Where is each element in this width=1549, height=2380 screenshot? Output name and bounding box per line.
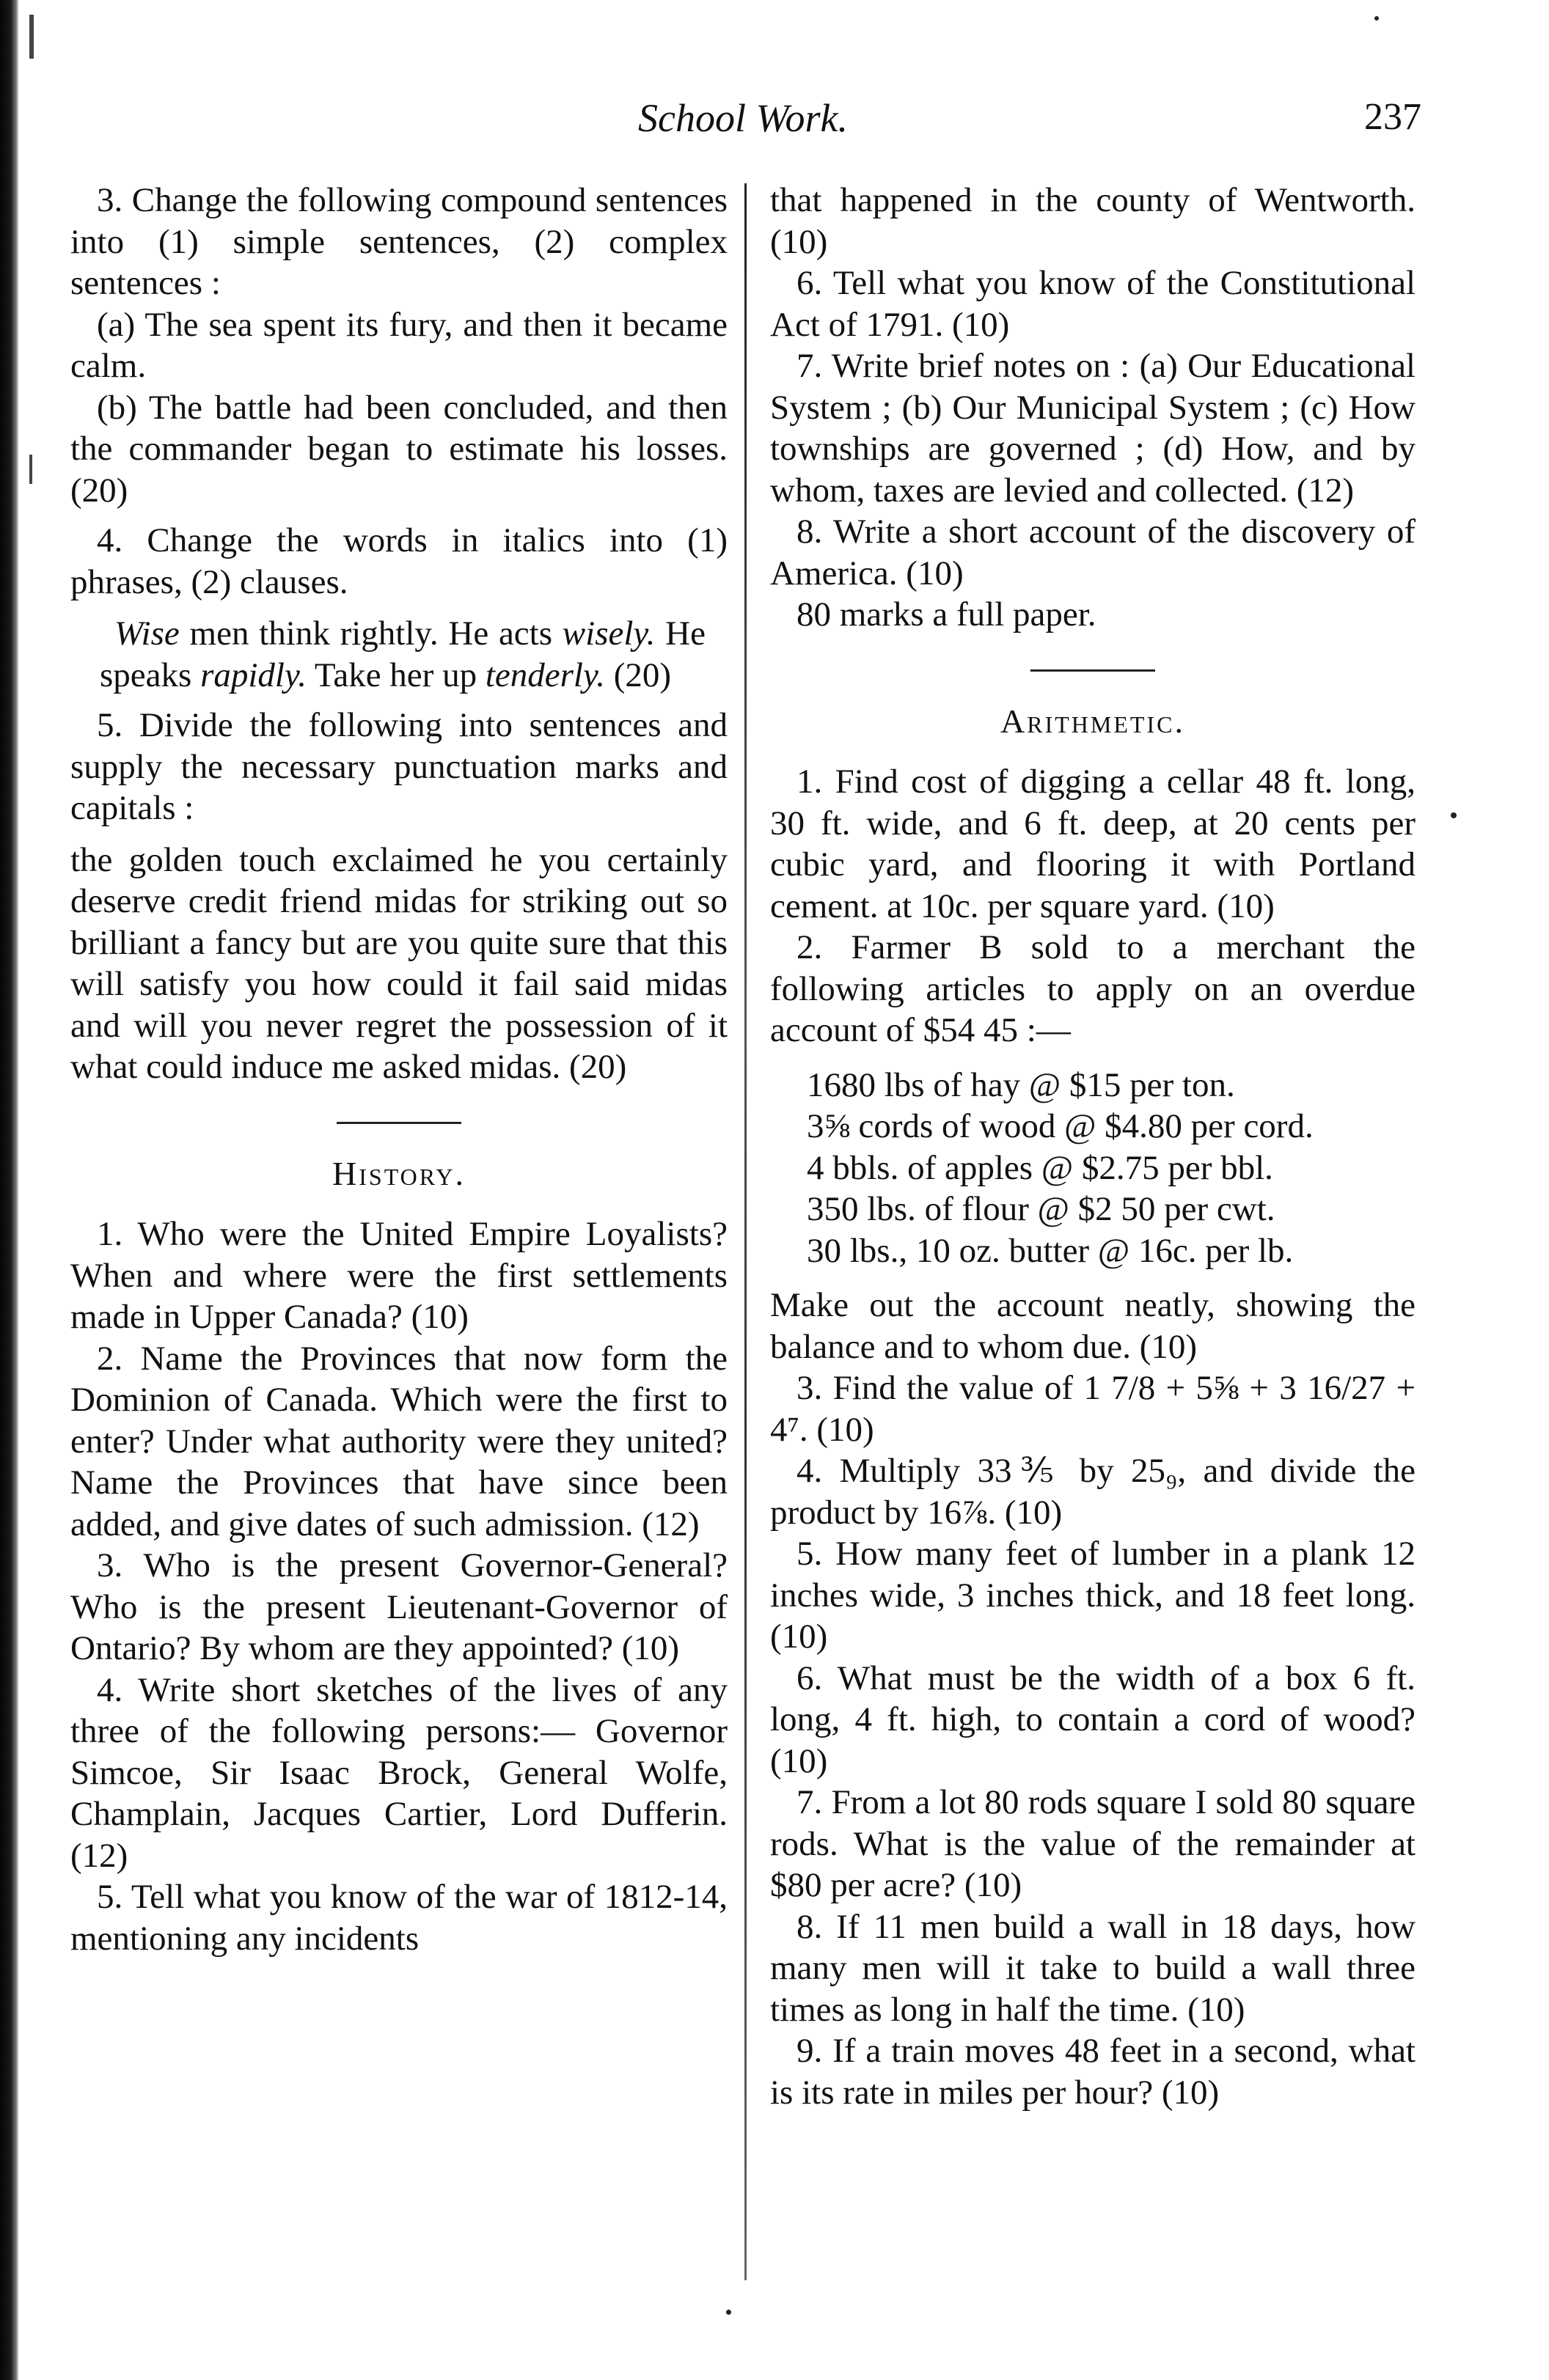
question-3: 3. Change the following compound sentences into (1) simple sentences, (2) complex sentences : (70, 181, 728, 302)
arithmetic-question-2: 2. Farmer B sold to a merchant the following articles to apply on an overdue account of $54 45 :— (770, 928, 1416, 1049)
question-3b: (b) The battle had been concluded, and then the commander began to estimate his losses. (20) (70, 388, 728, 510)
goods-list (807, 1065, 1416, 1272)
page-number: 237 (1364, 96, 1421, 138)
arithmetic-question-8: 8. If 11 men build a wall in 18 days, how many men will it take to build a wall three times as long in half the time. (10) (770, 1907, 1416, 2029)
arithmetic-question-5: 5. How many feet of lumber in a plank 12 inches wide, 3 inches thick, and 18 feet long. (10) (770, 1535, 1416, 1656)
page-header (0, 95, 1549, 154)
right-column (770, 180, 1416, 2113)
history-question-2: 2. Name the Provinces that now form the Dominion of Canada. Which were the first to enter? Under what authority were they united? Name the Provinces that have since been added, and give dates of such admission. (12) (70, 1339, 728, 1543)
question-4: 4. Change the words in italics into (1) phrases, (2) clauses. (70, 521, 728, 601)
running-title: School Work. (638, 96, 848, 140)
history-question-1: 1. Who were the United Empire Loyalists? When and where were the first settlements made in Upper Canada? (10) (70, 1215, 728, 1336)
history-question-7: 7. Write brief notes on : (a) Our Educational System ; (b) Our Municipal System ; (c) How townships are governed ; (d) How, and by whom, taxes are levied and collected. (12) (770, 347, 1416, 510)
history-question-8: 8. Write a short account of the discovery of America. (10) (770, 513, 1416, 592)
question-3a: (a) The sea spent its fury, and then it became calm. (70, 305, 728, 385)
arithmetic-question-1: 1. Find cost of digging a cellar 48 ft. long, 30 ft. wide, and 6 ft. deep, at 20 cents per cubic yard, and flooring it with Portland cement. at 10c. per square yard. (10) (770, 763, 1416, 925)
goods-item: 3⅝ cords of wood @ $4.80 per cord. (807, 1107, 1314, 1145)
arithmetic-question-2-continued: Make out the account neatly, showing the balance and to whom due. (10) (770, 1286, 1416, 1366)
question-5: 5. Divide the following into sentences and supply the necessary punctuation marks and capitals : (70, 706, 728, 827)
history-question-6: 6. Tell what you know of the Constitutional Act of 1791. (10) (770, 264, 1416, 344)
goods-item: 350 lbs. of flour @ $2 50 per cwt. (807, 1190, 1275, 1228)
italic-word: rapidly. (200, 655, 307, 694)
arithmetic-question-9: 9. If a train moves 48 feet in a second, what is its rate in miles per hour? (10) (770, 2032, 1416, 2112)
arithmetic-question-3: 3. Find the value of 1 7/8 + 5⅝ + 3 16/27 + 4⁷. (10) (770, 1369, 1416, 1449)
margin-mark (29, 15, 34, 59)
section-rule (1030, 669, 1155, 672)
plain-text: men think rightly. He acts (179, 614, 563, 653)
history-heading: History. (332, 1154, 466, 1192)
italic-word: Wise (114, 614, 180, 653)
arithmetic-heading: Arithmetic. (1000, 702, 1185, 740)
column-divider (744, 183, 747, 2280)
italic-word: wisely. (562, 614, 656, 653)
print-speck (726, 2310, 731, 2315)
goods-item: 30 lbs., 10 oz. butter @ 16c. per lb. (807, 1231, 1294, 1270)
italic-word: tenderly. (485, 655, 605, 694)
margin-mark (29, 455, 32, 484)
history-question-5-continued: that happened in the county of Wentworth. (10) (770, 181, 1416, 261)
plain-text: (20) (604, 655, 672, 694)
goods-item: 1680 lbs of hay @ $15 per ton. (807, 1065, 1235, 1104)
marks-note: 80 marks a full paper. (797, 595, 1096, 633)
question-5-passage: the golden touch exclaimed he you certainly deserve credit friend midas for striking out so brilliant a fancy but are you quite sure that this will satisfy you how could it fail said midas and will you never regret the possession of it what could induce me asked midas. (20) (70, 840, 728, 1086)
left-column (70, 180, 728, 1959)
plain-text: Take her up (307, 655, 486, 694)
print-speck (1374, 16, 1379, 21)
arithmetic-question-6: 6. What must be the width of a box 6 ft. long, 4 ft. high, to contain a cord of wood? (10) (770, 1659, 1416, 1780)
plain-text: He speaks (100, 614, 706, 694)
goods-item: 4 bbls. of apples @ $2.75 per bbl. (807, 1148, 1273, 1187)
arithmetic-question-7: 7. From a lot 80 rods square I sold 80 square rods. What is the value of the remainder at $80 per acre? (10) (770, 1783, 1416, 1904)
history-question-5: 5. Tell what you know of the war of 1812-14, mentioning any incidents (70, 1878, 728, 1958)
book-spine-shadow (0, 0, 19, 2380)
history-question-3: 3. Who is the present Governor-General? Who is the present Lieutenant-Governor of Ontario? By whom are they appointed? (10) (70, 1546, 728, 1667)
arithmetic-question-4: 4. Multiply 33⅗ by 25₉, and divide the product by 16⅞. (10) (770, 1452, 1416, 1532)
history-question-4: 4. Write short sketches of the lives of any three of the following persons:— Governor Simcoe, Sir Isaac Brock, General Wolfe, Champlain, Jacques Cartier, Lord Dufferin. (12) (70, 1670, 728, 1875)
print-speck (1451, 812, 1457, 818)
question-4-text (70, 613, 728, 696)
section-rule (337, 1122, 461, 1124)
